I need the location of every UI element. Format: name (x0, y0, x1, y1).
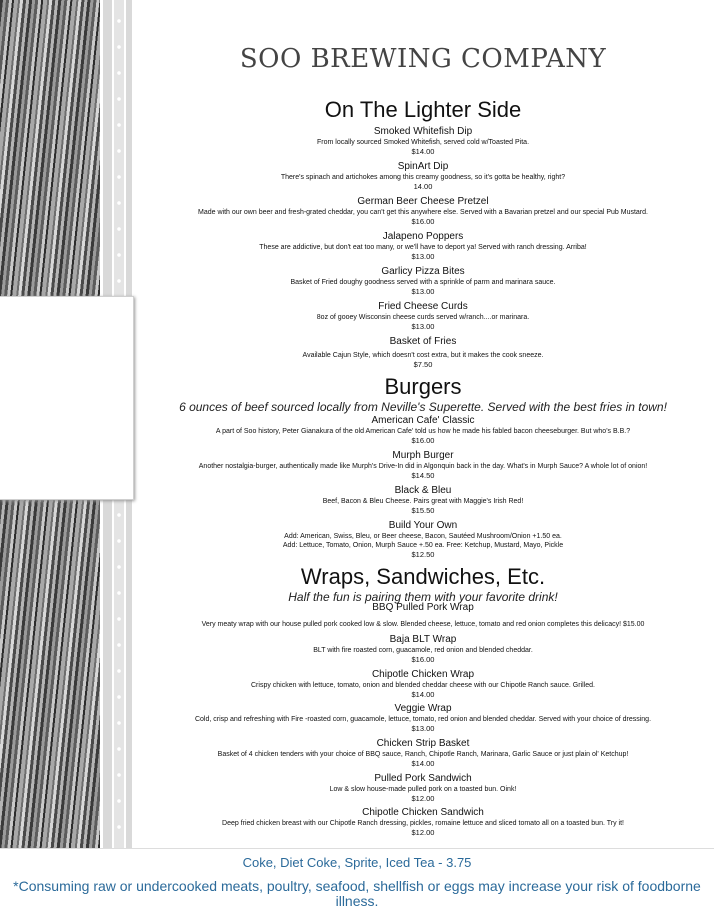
item-desc: Made with our own beer and fresh-grated cheddar, you can't get this anywhere else. Served with a Bavarian pretzel and our special Pub Mustard. (198, 209, 648, 216)
item-desc: BLT with fire roasted corn, guacamole, red onion and blended cheddar. (313, 647, 533, 654)
item-price: $16.00 (411, 436, 435, 445)
item-name: Baja BLT Wrap (389, 634, 457, 645)
item-name: American Cafe' Classic (371, 415, 475, 426)
item-price: 14.00 (413, 182, 433, 191)
menu-item (132, 703, 714, 733)
section-title-wraps: Wraps, Sandwiches, Etc. (300, 564, 546, 589)
item-name: Chipotle Chicken Wrap (371, 669, 475, 680)
menu-item (132, 773, 714, 803)
item-name: German Beer Cheese Pretzel (357, 196, 489, 207)
item-price: $16.00 (411, 217, 435, 226)
menu-item (132, 126, 714, 156)
item-price: $16.00 (411, 655, 435, 664)
item-price: $14.50 (411, 471, 435, 480)
section-subtitle-burgers: 6 ounces of beef sourced locally from Neville's Superette. Served with the best fries in town! (179, 400, 667, 414)
item-price: $13.00 (411, 724, 435, 733)
item-price: $13.00 (411, 287, 435, 296)
item-price: $13.00 (411, 252, 435, 261)
item-price: $12.00 (411, 828, 435, 837)
item-name: Murph Burger (392, 450, 454, 461)
item-desc: Available Cajun Style, which doesn't cost extra, but it makes the cook sneeze. (302, 352, 544, 359)
menu-item (132, 520, 714, 559)
item-desc: Cold, crisp and refreshing with Fire -roasted corn, guacamole, lettuce, tomato, red onion and blended cheddar. Served with your choice of dressing. (194, 716, 652, 723)
menu-item (132, 738, 714, 768)
menu-item (132, 669, 714, 699)
section-subtitle-wraps: Half the fun is pairing them with your favorite drink! (288, 590, 558, 604)
footer (0, 848, 714, 920)
section-title-burgers: Burgers (384, 374, 462, 399)
item-desc: Basket of Fried doughy goodness served with a sprinkle of parm and marinara sauce. (290, 279, 556, 286)
menu-item (132, 634, 714, 664)
blank-panel (0, 296, 134, 500)
item-price: $7.50 (413, 360, 433, 369)
item-desc: Deep fried chicken breast with our Chipotle Ranch dressing, pickles, romaine lettuce and sliced tomato all on a toasted bun. Try it! (222, 820, 624, 827)
item-name: BBQ Pulled Pork Wrap (372, 602, 474, 613)
item-name: Smoked Whitefish Dip (373, 126, 473, 137)
item-desc: A part of Soo history, Peter Gianakura of the old American Cafe' told us how he made his fabled bacon cheeseburger. But who's B.B.? (215, 428, 631, 435)
item-price: $15.50 (411, 506, 435, 515)
item-desc: Another nostalgia-burger, authentically made like Murph's Drive-In did in Algonquin back in the day. What's in Murph Sauce? A whole lot of onion! (198, 463, 648, 470)
item-name: Black & Bleu (394, 485, 452, 496)
menu-item (132, 336, 714, 369)
item-name: Jalapeno Poppers (382, 231, 464, 242)
item-name: Pulled Pork Sandwich (374, 773, 472, 784)
menu-item (132, 266, 714, 296)
item-price: $14.00 (411, 147, 435, 156)
menu-item (132, 231, 714, 261)
menu-item (132, 602, 714, 629)
item-desc-extra: Add: Lettuce, Tomato, Onion, Murph Sauce +.50 ea. Free: Ketchup, Mustard, Mayo, Pickle (282, 542, 564, 549)
item-desc: Beef, Bacon & Bleu Cheese. Pairs great with Maggie's Irish Red! (322, 498, 524, 505)
item-name: Basket of Fries (389, 336, 457, 347)
item-price: $12.50 (411, 550, 435, 559)
menu-item (132, 807, 714, 837)
item-desc: Very meaty wrap with our house pulled pork cooked low & slow. Blended cheese, lettuce, tomato and red onion completes this delicacy! $15.00 (201, 621, 645, 628)
item-desc: Low & slow house-made pulled pork on a toasted bun. Oink! (329, 786, 517, 793)
item-price: $13.00 (411, 322, 435, 331)
item-name: Build Your Own (388, 520, 458, 531)
menu-item (132, 196, 714, 226)
menu-item (132, 301, 714, 331)
item-name: Veggie Wrap (394, 703, 452, 714)
item-name: Fried Cheese Curds (378, 301, 468, 312)
menu-item (132, 415, 714, 445)
menu-item (132, 485, 714, 515)
item-name: Garlicy Pizza Bites (381, 266, 465, 277)
item-desc: Add: American, Swiss, Bleu, or Beer cheese, Bacon, Sautéed Mushroom/Onion +1.50 ea. (284, 533, 562, 540)
item-price: $14.00 (411, 690, 435, 699)
item-desc: Basket of 4 chicken tenders with your choice of BBQ sauce, Ranch, Chipotle Ranch, Marinara, Garlic Sauce or just plain ol' Ketchup! (217, 751, 629, 758)
item-name: Chicken Strip Basket (376, 738, 470, 749)
section-title-lighter: On The Lighter Side (324, 97, 522, 122)
menu-item (132, 450, 714, 480)
item-desc: There's spinach and artichokes among this creamy goodness, so it's gotta be healthy, right? (280, 174, 566, 181)
item-desc: These are addictive, but don't eat too many, or we'll have to deport ya! Served with ranch dressing. Arriba! (259, 244, 587, 251)
drinks-line: Coke, Diet Coke, Sprite, Iced Tea - 3.75 (242, 855, 472, 870)
brand-title: SOO BREWING COMPANY (239, 44, 607, 74)
item-desc: Crispy chicken with lettuce, tomato, onion and blended cheddar cheese with our Chipotle Ranch sauce. Grilled. (251, 682, 595, 689)
item-price: $14.00 (411, 759, 435, 768)
item-desc: 8oz of gooey Wisconsin cheese curds served w/ranch....or marinara. (316, 314, 530, 321)
item-price: $12.00 (411, 794, 435, 803)
item-desc: From locally sourced Smoked Whitefish, served cold w/Toasted Pita. (316, 139, 530, 146)
item-name: SpinArt Dip (397, 161, 449, 172)
health-warning: *Consuming raw or undercooked meats, poultry, seafood, shellfish or eggs may increase your risk of foodborne illness. (13, 878, 701, 909)
menu-item (132, 161, 714, 191)
item-name: Chipotle Chicken Sandwich (362, 807, 484, 818)
